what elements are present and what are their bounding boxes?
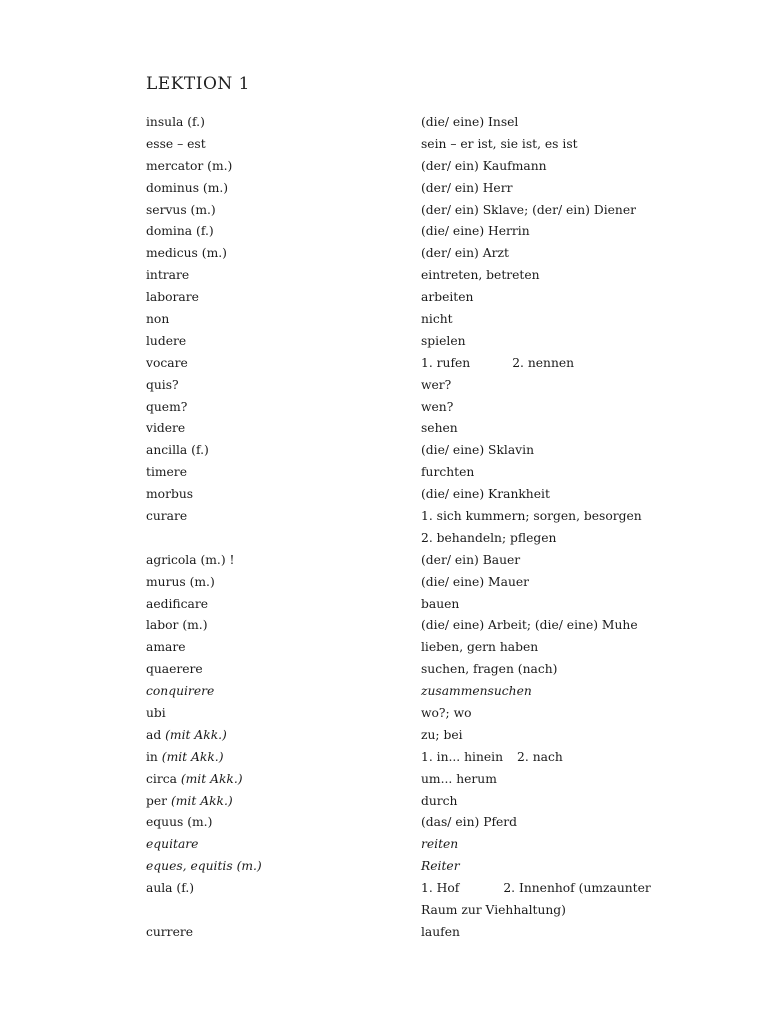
latin-term: conquirere — [146, 684, 215, 699]
vocab-row — [146, 374, 706, 396]
german-meaning-1: 1. Hof — [421, 881, 460, 896]
german-translation: (der/ ein) Sklave; (der/ ein) Diener — [421, 202, 636, 217]
vocab-row — [146, 921, 706, 943]
german-translation: Raum zur Viehhaltung) — [421, 903, 566, 917]
vocab-row — [146, 855, 706, 877]
german-translation: arbeiten — [421, 290, 474, 305]
vocab-row — [146, 680, 706, 702]
vocabulary-list — [146, 111, 706, 943]
german-translation: zu; bei — [421, 727, 463, 742]
latin-word: ad — [146, 727, 162, 742]
german-translation: (der/ ein) Bauer — [421, 552, 521, 567]
latin-term: timere — [146, 465, 187, 480]
german-translation: eintreten, betreten — [421, 268, 540, 283]
german-translation: wo?; wo — [421, 705, 472, 720]
vocab-row — [146, 790, 706, 812]
vocab-row — [146, 746, 706, 768]
vocab-row — [146, 833, 706, 855]
latin-term: quis? — [146, 377, 179, 392]
german-translation: reiten — [421, 837, 459, 852]
latin-term: currere — [146, 924, 193, 939]
vocab-row — [146, 483, 706, 505]
latin-term: curare — [146, 508, 188, 523]
german-translation: bauen — [421, 596, 460, 611]
latin-term: vocare — [146, 355, 188, 370]
vocab-row — [146, 505, 706, 527]
german-translation: (die/ eine) Herrin — [421, 224, 530, 239]
german-translation: lieben, gern haben — [421, 640, 539, 655]
case-note: (mit Akk.) — [165, 727, 227, 742]
latin-word: in — [146, 749, 158, 764]
latin-term: ancilla (f.) — [146, 443, 209, 458]
german-translation: (die/ eine) Krankheit — [421, 487, 550, 502]
german-meaning-2: 2. nach — [517, 749, 563, 764]
german-translation — [421, 356, 706, 370]
vocab-row — [146, 812, 706, 834]
vocab-row — [146, 724, 706, 746]
case-note: (mit Akk.) — [180, 771, 243, 786]
vocab-row — [146, 702, 706, 724]
latin-term: insula (f.) — [146, 114, 205, 129]
latin-term: laborare — [146, 290, 199, 305]
latin-term — [146, 772, 421, 786]
german-translation: laufen — [421, 924, 460, 939]
german-translation: spielen — [421, 333, 466, 348]
german-translation: (die/ eine) Mauer — [421, 574, 530, 589]
latin-term: equus (m.) — [146, 815, 213, 830]
german-translation: Reiter — [421, 859, 460, 874]
german-translation: 2. behandeln; pflegen — [421, 530, 557, 545]
latin-term: esse – est — [146, 136, 206, 151]
case-note: (mit Akk.) — [170, 793, 233, 808]
latin-term: agricola (m.) ! — [146, 552, 235, 567]
vocab-row — [146, 264, 706, 286]
latin-term: murus (m.) — [146, 574, 215, 589]
german-translation: (der/ ein) Arzt — [421, 246, 509, 261]
german-translation: (das/ ein) Pferd — [421, 815, 518, 830]
german-translation: wen? — [421, 399, 454, 414]
latin-term: intrare — [146, 268, 190, 283]
latin-term: dominus (m.) — [146, 180, 229, 195]
german-meaning-2: 2. Innenhof (umzaunter — [503, 881, 651, 896]
latin-term: aedificare — [146, 596, 208, 611]
vocab-row — [146, 636, 706, 658]
vocab-row — [146, 220, 706, 242]
vocab-row — [146, 593, 706, 615]
german-translation: (die/ eine) Arbeit; (die/ eine) Muhe — [421, 618, 638, 633]
german-translation: (der/ ein) Kaufmann — [421, 158, 547, 173]
vocab-row — [146, 768, 706, 790]
lesson-title: LEKTION 1 — [146, 74, 250, 94]
latin-term: videre — [146, 421, 186, 436]
vocab-row — [146, 614, 706, 636]
latin-term — [146, 750, 421, 764]
german-translation: (die/ eine) Sklavin — [421, 443, 534, 458]
latin-term: labor (m.) — [146, 618, 208, 633]
vocab-row — [146, 658, 706, 680]
vocab-row — [146, 286, 706, 308]
german-translation — [421, 750, 706, 764]
german-translation: furchten — [421, 465, 475, 480]
vocab-row — [146, 877, 706, 899]
german-translation: zusammensuchen — [421, 684, 532, 699]
latin-term: non — [146, 311, 170, 326]
latin-term — [146, 794, 421, 808]
german-translation: um... herum — [421, 771, 497, 786]
german-translation: suchen, fragen (nach) — [421, 662, 558, 677]
latin-term: aula (f.) — [146, 881, 195, 896]
vocab-row — [146, 352, 706, 374]
latin-term: mercator (m.) — [146, 158, 233, 173]
vocab-row — [146, 899, 706, 921]
vocab-row — [146, 396, 706, 418]
german-translation: wer? — [421, 377, 452, 392]
vocab-row — [146, 417, 706, 439]
german-translation: 1. sich kummern; sorgen, besorgen — [421, 508, 642, 523]
case-note: (mit Akk.) — [161, 749, 224, 764]
german-translation: durch — [421, 793, 458, 808]
german-meaning-2: 2. nennen — [512, 355, 575, 370]
latin-term: servus (m.) — [146, 202, 216, 217]
german-meaning-1: 1. in... hinein — [421, 749, 504, 764]
vocab-row — [146, 133, 706, 155]
latin-term: equitare — [146, 837, 199, 852]
latin-term: ubi — [146, 705, 166, 720]
latin-term: amare — [146, 640, 186, 655]
vocab-row — [146, 527, 706, 549]
latin-word: per — [146, 793, 168, 808]
vocab-row — [146, 242, 706, 264]
latin-term: ludere — [146, 333, 187, 348]
latin-term: morbus — [146, 487, 194, 502]
vocab-row — [146, 111, 706, 133]
latin-term: eques, equitis (m.) — [146, 859, 262, 874]
vocab-row — [146, 439, 706, 461]
german-translation: nicht — [421, 311, 453, 326]
latin-term: quaerere — [146, 662, 203, 677]
german-translation: (die/ eine) Insel — [421, 114, 519, 129]
latin-word: circa — [146, 771, 177, 786]
german-translation: (der/ ein) Herr — [421, 180, 513, 195]
latin-term: quem? — [146, 399, 188, 414]
german-translation — [421, 881, 706, 895]
latin-term: domina (f.) — [146, 224, 214, 239]
latin-term — [146, 728, 421, 742]
vocab-row — [146, 571, 706, 593]
vocab-row — [146, 549, 706, 571]
vocab-row — [146, 199, 706, 221]
german-translation: sehen — [421, 421, 458, 436]
vocab-row — [146, 177, 706, 199]
latin-term: medicus (m.) — [146, 246, 227, 261]
vocab-row — [146, 461, 706, 483]
vocab-row — [146, 308, 706, 330]
vocab-row — [146, 330, 706, 352]
vocab-row — [146, 155, 706, 177]
german-meaning-1: 1. rufen — [421, 355, 471, 370]
german-translation: sein – er ist, sie ist, es ist — [421, 136, 578, 151]
